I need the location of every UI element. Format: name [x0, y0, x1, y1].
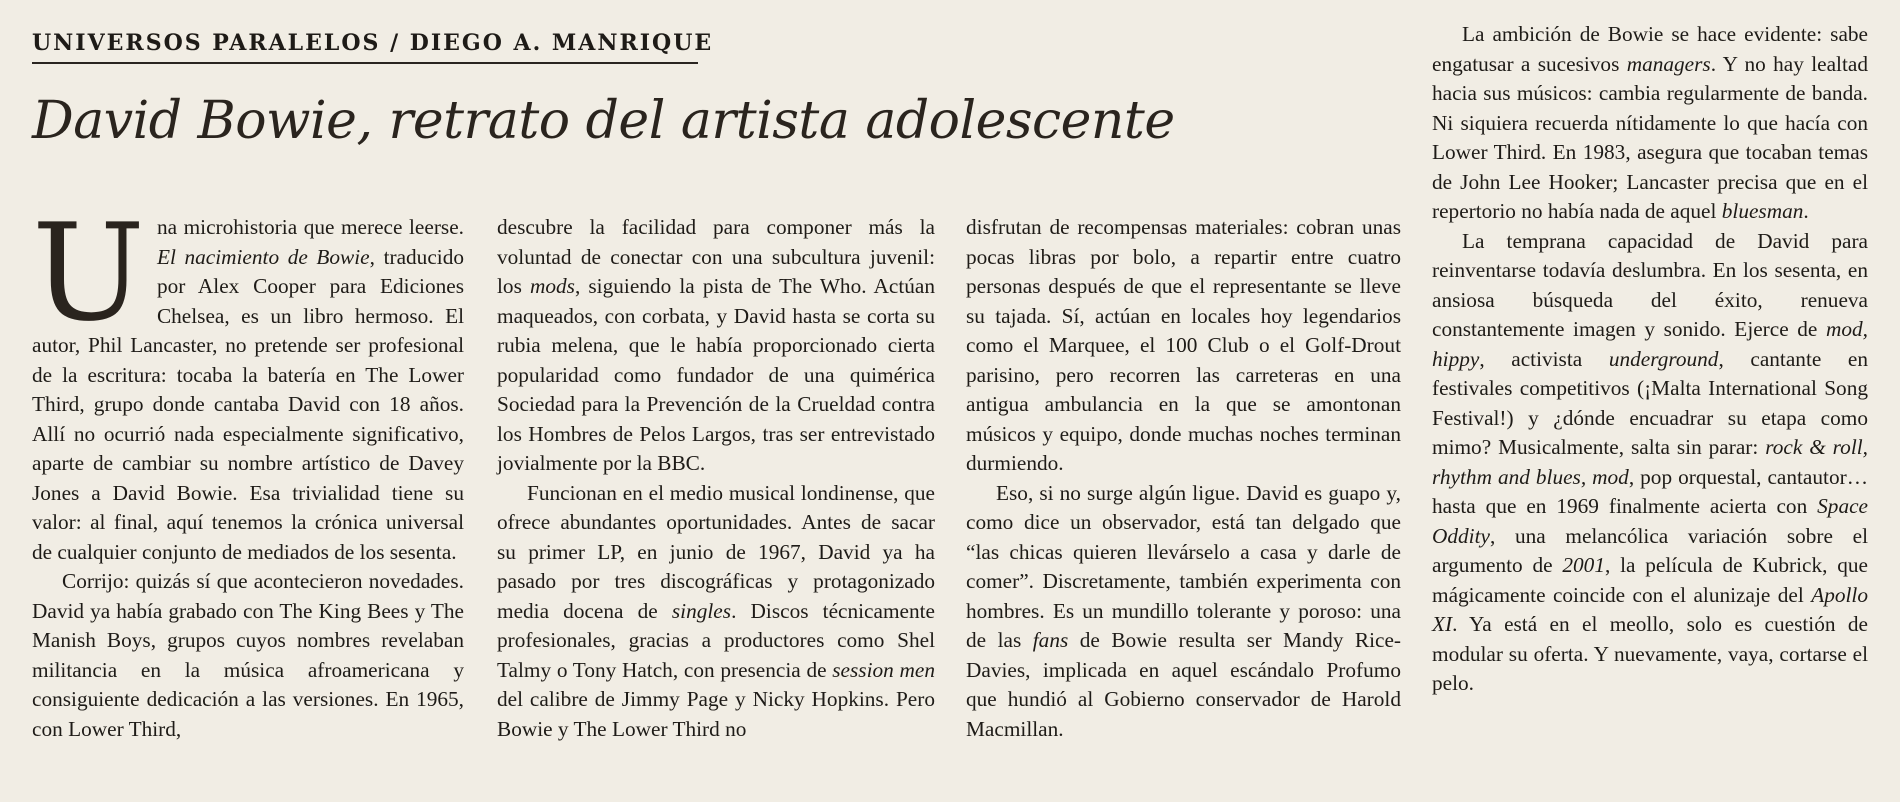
italic-run: fans — [1032, 628, 1069, 652]
text-run: disfrutan de recompensas materiales: cobran unas pocas libras por bolo, a repartir entre cuatro personas después de que el representante se lleve su tajada. Sí, actúan en locales hoy legendarios como el Marquee, el 100 Club o el Golf-Drout parisino, pero recorren las carreteras en una antigua ambulancia en la que se amontonan músicos y equipo, donde muchas noches terminan durmiendo. — [966, 215, 1401, 475]
paragraph — [1432, 227, 1868, 699]
text-run: . Y no hay lealtad hacia sus músicos: cambia regularmente de banda. Ni siquiera recuerda nítidamente lo que hacía con Lower Third. En 1983, asegura que tocaban temas de John Lee Hooker; Lancaster precisa que en el repertorio no había nada de aquel — [1432, 51, 1868, 223]
text-run: , cantante en festivales competitivos (¡Malta International Song Festival!) y ¿dónde encuadrar su etapa como mimo? Musicalmente, salta sin parar: — [1432, 346, 1869, 459]
italic-run: session men — [832, 657, 935, 682]
section-kicker: UNIVERSOS PARALELOS / DIEGO A. MANRIQUE — [32, 30, 698, 64]
article-column-3 — [966, 213, 1401, 744]
text-run: na microhistoria que merece leerse. — [156, 215, 464, 239]
text-run: , traducido por Alex Cooper para Ediciones Chelsea, es un libro hermoso. El autor, Phil Lancaster, no pretende ser profesional de la escritura: tocaba la batería en The Lower Third, grupo donde cantaba David con 18 años. Allí no ocurrió nada especialmente significativo, aparte de cambiar su nombre artístico de Davey Jones a David Bowie. Esa trivialidad tiene su valor: al final, aquí tenemos la crónica universal de cualquier conjunto de mediados de los sesenta. — [32, 244, 464, 564]
italic-run: Space Oddity — [1432, 494, 1868, 548]
text-run: . Discos técnicamente profesionales, gracias a productores como Shel Talmy o Tony Hatch, con presencia de — [497, 598, 935, 682]
italic-run: bluesman — [1721, 199, 1804, 223]
drop-cap: U — [32, 195, 145, 351]
paragraph — [966, 479, 1401, 745]
paragraph — [32, 567, 464, 744]
text-run: Funcionan en el medio musical londinense, que ofrece abundantes oportunidades. Antes de sacar su primer LP, en junio de 1967, David ya ha pasado por tres discográficas y protagonizado media docena de — [497, 480, 935, 623]
text-run: La temprana capacidad de David para reinventarse todavía deslumbra. En los sesenta, en ansiosa búsqueda del éxito, renueva constantemente imagen y sonido. Ejerce de — [1432, 228, 1868, 341]
text-run: Corrijo: quizás sí que acontecieron novedades. David ya había grabado con The King Bees y The Manish Boys, grupos cuyos nombres revelaban militancia en la música afroamericana y consiguiente dedicación a las versiones. En 1965, con Lower Third, — [32, 569, 464, 741]
text-run: , siguiendo la pista de The Who. Actúan maqueados, con corbata, y David hasta se corta su rubia melena, que le había proporcionado cierta popularidad como fundador de una quimérica Sociedad para la Prevención de la Crueldad contra los Hombres de Pelos Largos, tras ser entrevistado jovialmente por la BBC. — [497, 274, 935, 475]
italic-run: rock & roll, rhythm and blues, mod — [1432, 435, 1868, 489]
text-run: . Ya está en el meollo, solo es cuestión de modular su oferta. Y nuevamente, vaya, cortarse el pelo. — [1432, 612, 1868, 695]
article-column-4 — [1432, 20, 1868, 699]
paragraph — [497, 213, 935, 479]
article-column-1 — [32, 195, 464, 744]
article-headline: David Bowie, retrato del artista adolescente — [32, 91, 1175, 151]
italic-run: mods — [529, 274, 575, 298]
paragraph — [966, 213, 1401, 479]
italic-run: mod, hippy — [1432, 317, 1868, 371]
paragraph — [1432, 20, 1868, 227]
paragraph — [497, 479, 935, 745]
text-run: , pop orquestal, cantautor… hasta que en 1969 finalmente acierta con — [1432, 464, 1868, 518]
text-run: , la película de Kubrick, que mágicamente coincide con el alunizaje del — [1432, 553, 1868, 607]
text-run: , activista — [1479, 346, 1609, 371]
paragraph — [32, 195, 464, 567]
article-column-2 — [497, 213, 935, 744]
text-run: descubre la facilidad para componer más la voluntad de conectar con una subcultura juvenil: los — [497, 215, 935, 298]
italic-run: managers — [1626, 51, 1711, 76]
text-run: Eso, si no surge algún ligue. David es guapo y, como dice un observador, está tan delgado que “las chicas quieren llevárselo a casa y darle de comer”. Discretamente, también experimenta con hombres. Es un mundillo tolerante y poroso: una de las — [966, 480, 1401, 652]
text-run: de Bowie resulta ser Mandy Rice-Davies, implicada en aquel escándalo Profumo que hundió al Gobierno conservador de Harold Macmillan. — [966, 628, 1401, 741]
text-run: . — [1803, 199, 1809, 223]
italic-run: Apollo XI — [1432, 582, 1868, 636]
text-run: del calibre de Jimmy Page y Nicky Hopkins. Pero Bowie y The Lower Third no — [497, 687, 935, 741]
italic-run: singles — [671, 598, 732, 623]
text-run: La ambición de Bowie se hace evidente: sabe engatusar a sucesivos — [1432, 22, 1868, 76]
italic-run: underground — [1608, 346, 1719, 371]
italic-run: 2001 — [1562, 553, 1605, 577]
text-run: , una melancólica variación sobre el argumento de — [1432, 523, 1868, 577]
italic-run: El nacimiento de Bowie — [156, 244, 370, 269]
